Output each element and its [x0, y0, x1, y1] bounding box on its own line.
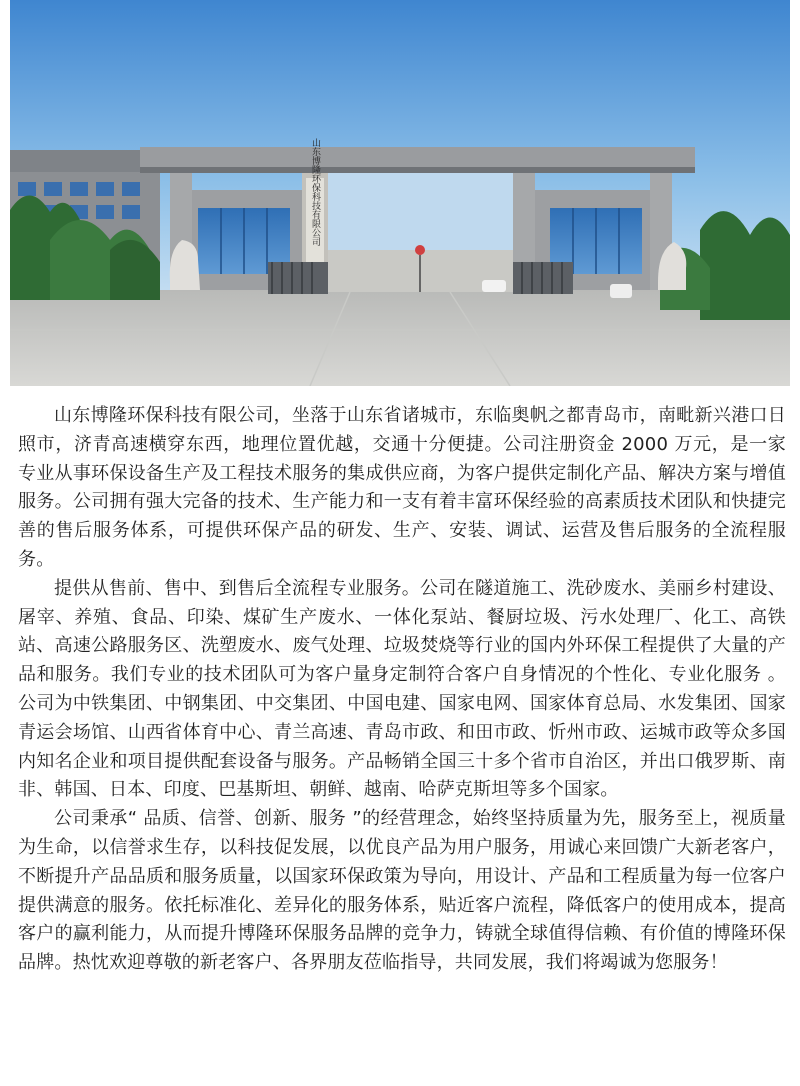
- intro-paragraph-2: 提供从售前、售中、到售后全流程专业服务。公司在隧道施工、洗砂废水、美丽乡村建设、屠宰、养殖、食品、印染、煤矿生产废水、一体化泵站、餐厨垃圾、污水处理厂、化工、高铁站、高速公路服务区、洗塑废水、废气处理、垃圾焚烧等行业的国内外环保工程提供了大量的产品和服务。我们专业的技术团队可为客户量身定制符合客户自身情况的个性化、专业化服务 。公司为中铁集团、中钢集团、中交集团、中国电建、国家电网、国家体育总局、水发集团、国家青运会场馆、山西省体育中心、青兰高速、青岛市政、和田市政、忻州市政、运城市政等众多国内知名企业和项目提供配套设备与服务。产品畅销全国三十多个省市自治区，并出口俄罗斯、南非、韩国、日本、印度、巴基斯坦、朝鲜、越南、哈萨克斯坦等多个国家。: [18, 577, 786, 801]
- svg-text:山东博隆环保科技有限公司: 山东博隆环保科技有限公司: [310, 138, 320, 246]
- intro-paragraph-3: 公司秉承“ 品质、信誉、创新、服务 ”的经营理念，始终坚持质量为先，服务至上，视质量为生命，以信誉求生存，以科技促发展，以优良产品为用户服务，用诚心来回馈广大新老客户，不断提升产品品质和服务质量，以国家环保政策为导向，用设计、产品和工程质量为每一位客户提供满意的服务。依托标准化、差异化的服务体系，贴近客户流程，降低客户的使用成本，提高客户的赢利能力，从而提升博隆环保服务品牌的竞争力，铸就全球值得信赖、有价值的博隆环保品牌。热忱欢迎尊敬的新老客户、各界朋友莅临指导，共同发展，我们将竭诚为您服务！: [18, 808, 786, 974]
- company-gate-photo: [10, 0, 790, 386]
- intro-paragraph-1: 山东博隆环保科技有限公司，坐落于山东省诸城市，东临奥帆之都青岛市，南毗新兴港口日照市，济青高速横穿东西，地理位置优越，交通十分便捷。公司注册资金 2000 万元，是一家专业从事环保设备生产及工程技术服务的集成供应商，为客户提供定制化产品、解决方案与增值服务。公司拥有强大完备的技术、生产能力和一支有着丰富环保经验的高素质技术团队和快捷完善的售后服务体系，可提供环保产品的研发、生产、安装、调试、运营及售后服务的全流程服务。: [18, 405, 786, 570]
- company-introduction: [18, 402, 786, 978]
